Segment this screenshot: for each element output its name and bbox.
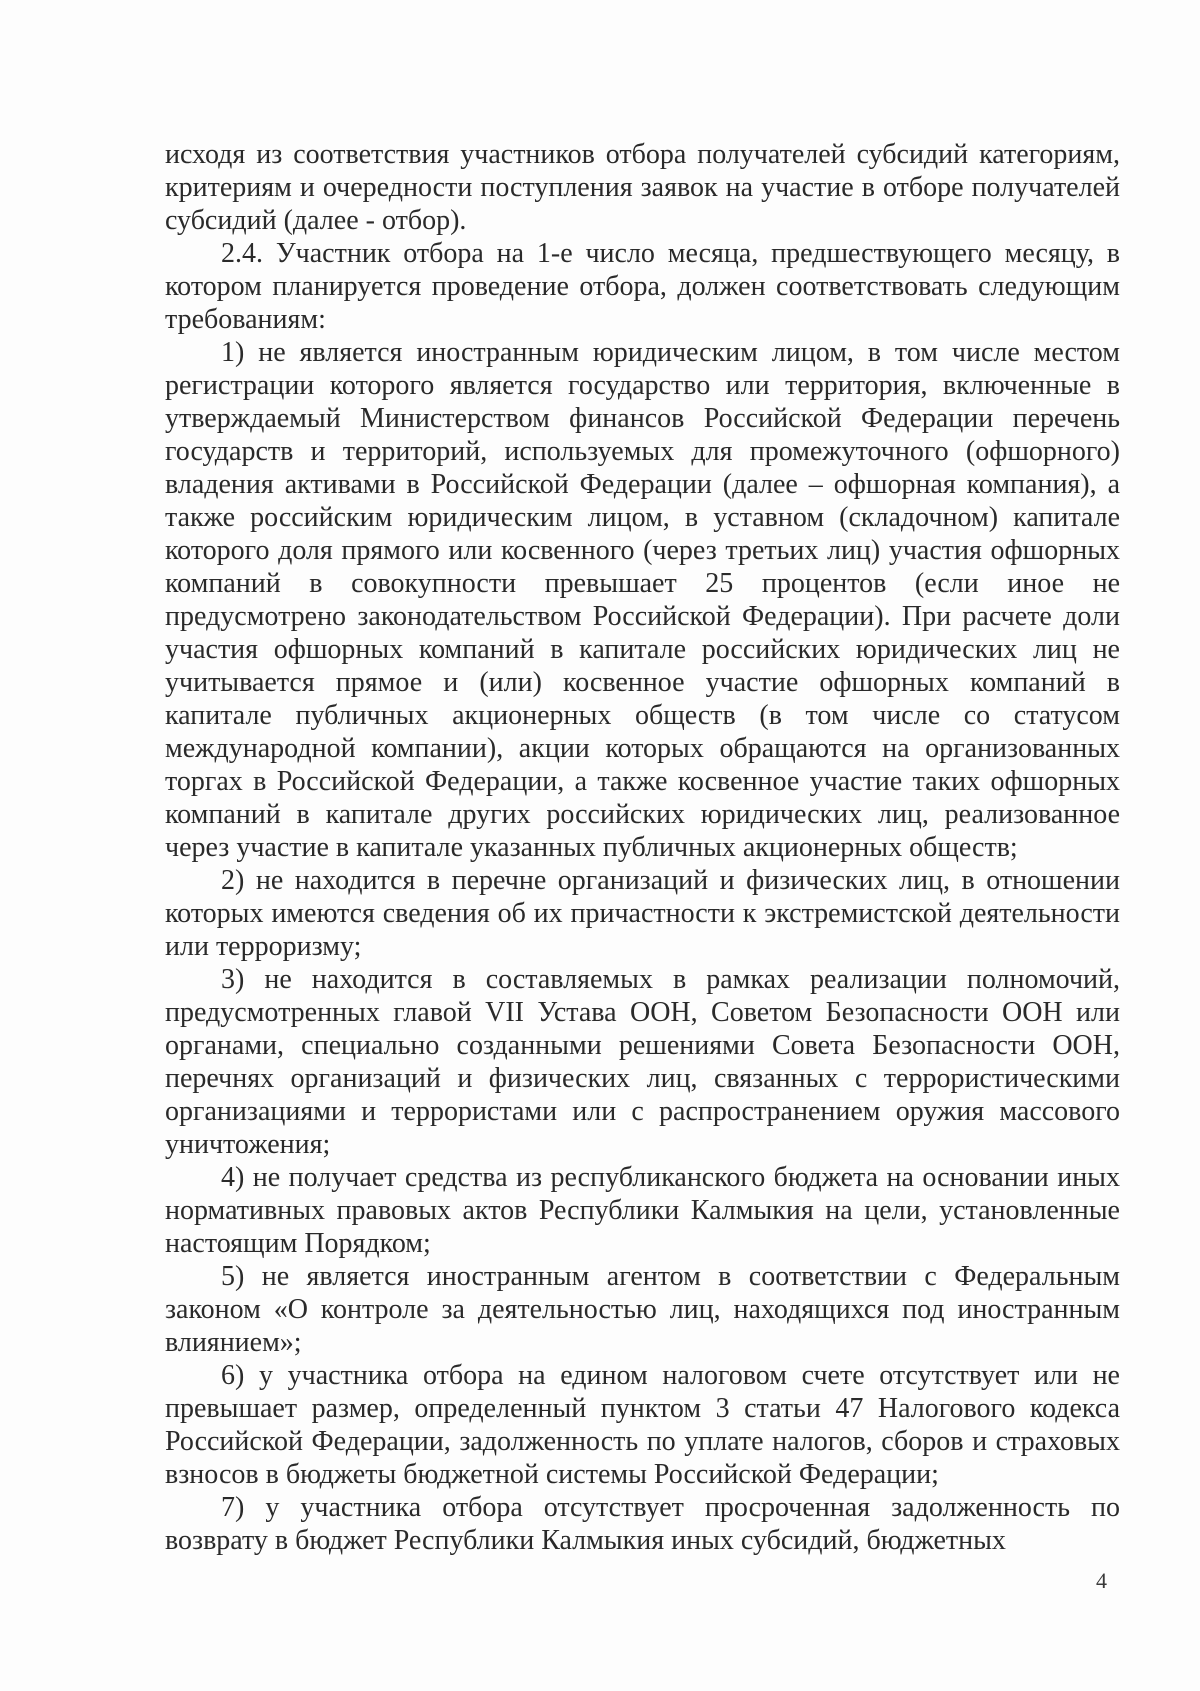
requirement-1: 1) не является иностранным юридическим лицом, в том числе местом регистрации которого является государство или территория, включенные в утверждаемый Министерством финансов Российской Федерации перечень государств и территорий, используемых для промежуточного (офшорного) владения активами в Российской Федерации (далее – офшорная компания), а также российским юридическим лицом, в уставном (складочном) капитале которого доля прямого или косвенного (через третьих лиц) участия офшорных компаний в совокупности превышает 25 процентов (если иное не предусмотрено законодательством Российской Федерации). При расчете доли участия офшорных компаний в капитале российских юридических лиц не учитывается прямое и (или) косвенное участие офшорных компаний в капитале публичных акционерных обществ (в том числе со статусом международной компании), акции которых обращаются на организованных торгах в Российской Федерации, а также косвенное участие таких офшорных компаний в капитале других российских юридических лиц, реализованное через участие в капитале указанных публичных акционерных обществ; [165,337,1120,863]
paragraph-continuation: исходя из соответствия участников отбора получателей субсидий категориям, критериям и очередности поступления заявок на участие в отборе получателей субсидий (далее - отбор). [165,139,1120,236]
requirement-5: 5) не является иностранным агентом в соответствии с Федеральным законом «О контроле за деятельностью лиц, находящихся под иностранным влиянием»; [165,1261,1120,1358]
requirement-4: 4) не получает средства из республиканского бюджета на основании иных нормативных правовых актов Республики Калмыкия на цели, установленные настоящим Порядком; [165,1162,1120,1259]
requirement-2: 2) не находится в перечне организаций и физических лиц, в отношении которых имеются сведения об их причастности к экстремистской деятельности или терроризму; [165,865,1120,962]
page-number: 4 [1096,1568,1107,1593]
document-body [165,138,1120,1557]
requirement-6: 6) у участника отбора на едином налоговом счете отсутствует или не превышает размер, определенный пунктом 3 статьи 47 Налогового кодекса Российской Федерации, задолженность по уплате налогов, сборов и страховых взносов в бюджеты бюджетной системы Российской Федерации; [165,1360,1120,1490]
requirement-7: 7) у участника отбора отсутствует просроченная задолженность по возврату в бюджет Республики Калмыкия иных субсидий, бюджетных [165,1492,1120,1556]
requirement-3: 3) не находится в составляемых в рамках реализации полномочий, предусмотренных главой VII Устава ООН, Советом Безопасности ООН или органами, специально созданными решениями Совета Безопасности ООН, перечнях организаций и физических лиц, связанных с террористическими организациями и террористами или с распространением оружия массового уничтожения; [165,964,1120,1160]
paragraph-2-4: 2.4. Участник отбора на 1-е число месяца, предшествующего месяцу, в котором планируется проведение отбора, должен соответствовать следующим требованиям: [165,238,1120,335]
